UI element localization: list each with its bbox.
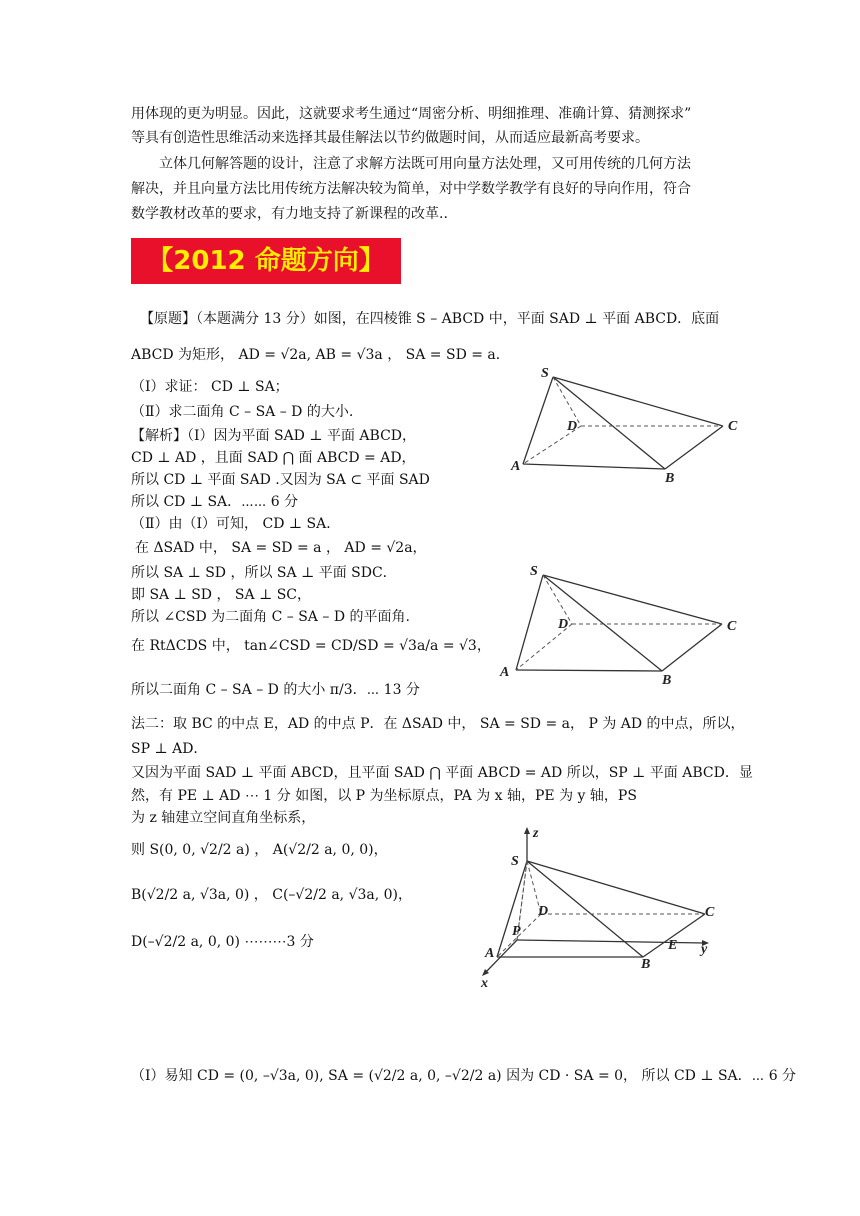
intro-line-5: 数学教材改革的要求，有力地支持了新课程的改革.. — [131, 206, 448, 222]
solution-line-3: 所以 CD ⊥ 平面 SAD .又因为 SA ⊂ 平面 SAD — [131, 472, 430, 488]
fig3-label-A: A — [485, 946, 495, 961]
coord-line-2: B(√2/2 a, √3a, 0) ， C(–√2/2 a, √3a, 0)， — [131, 887, 413, 903]
fig1-label-B: B — [665, 471, 675, 485]
fig2-label-S: S — [530, 564, 538, 579]
pyramid-figure-2 — [490, 558, 755, 688]
solution-line-1: 【解析】（Ⅰ）因为平面 SAD ⊥ 平面 ABCD， — [131, 428, 417, 444]
fig3-label-x: x — [481, 976, 488, 990]
intro-line-1: 用体现的更为明显。因此，这就要求考生通过“周密分析、明细推理、准确计算、猜测探求” — [131, 106, 692, 122]
problem-line-1: 【原题】（本题满分 13 分）如图，在四棱锥 S – ABCD 中，平面 SAD ⊥ 平面 ABCD．底面 — [140, 311, 720, 327]
method2-line-1: 法二：取 BC 的中点 E，AD 的中点 P．在 ΔSAD 中， SA = SD = a， P 为 AD 的中点，所以， — [131, 716, 745, 732]
fig1-label-D: D — [567, 419, 578, 434]
fig1-label-A: A — [511, 459, 521, 474]
fig3-label-B: B — [641, 957, 651, 972]
problem-line-2: ABCD 为矩形， AD = √2a, AB = √3a ， SA = SD = a． — [131, 347, 510, 363]
intro-line-4: 解决，并且向量方法比用传统方法解决较为简单，对中学数学教学有良好的导向作用，符合 — [131, 181, 691, 197]
solution-line-2: CD ⊥ AD ，且面 SAD ⋂ 面 ABCD = AD， — [131, 450, 416, 466]
coord-line-3: D(–√2/2 a, 0, 0) ⋯⋯⋯3 分 — [131, 934, 314, 950]
fig1-label-C: C — [728, 419, 738, 434]
solution-line-5: （Ⅱ）由（Ⅰ）可知， CD ⊥ SA． — [131, 516, 341, 532]
method2-line-2: SP ⊥ AD． — [131, 741, 208, 757]
solution-line-9: 所以 ∠CSD 为二面角 C – SA – D 的平面角. — [131, 609, 410, 625]
fig2-label-C: C — [727, 619, 737, 634]
intro-line-2: 等具有创造性思维活动来选择其最佳解法以节约做题时间，从而适应最新高考要求。 — [131, 130, 649, 146]
solution-line-4: 所以 CD ⊥ SA．⋯⋯ 6 分 — [131, 494, 299, 510]
fig1-label-S: S — [541, 366, 549, 381]
question-2: （Ⅱ）求二面角 C – SA – D 的大小. — [131, 404, 354, 420]
section-banner: 【2012 命题方向】 — [131, 238, 401, 284]
solution-line-10: 在 RtΔCDS 中， tan∠CSD = CD/SD = √3a/a = √3， — [131, 638, 491, 654]
solution-line-6: 在 ΔSAD 中， SA = SD = a ， AD = √2a， — [135, 540, 427, 556]
fig3-label-C: C — [705, 905, 715, 920]
method2-line-3: 又因为平面 SAD ⊥ 平面 ABCD，且平面 SAD ⋂ 平面 ABCD = AD 所以，SP ⊥ 平面 ABCD．显 — [131, 765, 753, 781]
method2-line-4: 然，有 PE ⊥ AD ⋯ 1 分 如图，以 P 为坐标原点，PA 为 x 轴，PE 为 y 轴，PS — [131, 788, 637, 804]
fig3-label-z: z — [533, 826, 539, 841]
fig2-label-D: D — [558, 617, 569, 632]
coord-line-1: 则 S(0, 0, √2/2 a) ， A(√2/2 a, 0, 0)， — [131, 842, 388, 858]
fig2-label-B: B — [662, 673, 672, 688]
solution-line-8: 即 SA ⊥ SD ， SA ⊥ SC， — [131, 587, 312, 603]
method2-line-5: 为 z 轴建立空间直角坐标系， — [131, 810, 316, 826]
fig3-label-y: y — [701, 942, 708, 957]
coordinate-figure-3 — [465, 825, 730, 990]
pyramid-figure-1 — [505, 360, 745, 485]
fig3-label-D: D — [538, 904, 549, 919]
fig2-label-A: A — [500, 665, 510, 680]
fig3-label-E: E — [668, 938, 678, 953]
fig3-label-P: P — [512, 924, 521, 939]
part1-vector-line: （Ⅰ）易知 CD = (0, –√3a, 0), SA = (√2/2 a, 0, –√2/2 a) 因为 CD · SA = 0， 所以 CD ⊥ SA．⋯ 6 分 — [131, 1068, 797, 1084]
solution-line-11: 所以二面角 C – SA – D 的大小 π/3．⋯ 13 分 — [131, 682, 420, 698]
intro-line-3: 立体几何解答题的设计，注意了求解方法既可用向量方法处理，又可用传统的几何方法 — [159, 156, 691, 172]
fig3-label-S: S — [511, 854, 519, 869]
question-1: （Ⅰ）求证： CD ⊥ SA； — [131, 379, 289, 395]
solution-line-7: 所以 SA ⊥ SD ，所以 SA ⊥ 平面 SDC． — [131, 565, 397, 581]
